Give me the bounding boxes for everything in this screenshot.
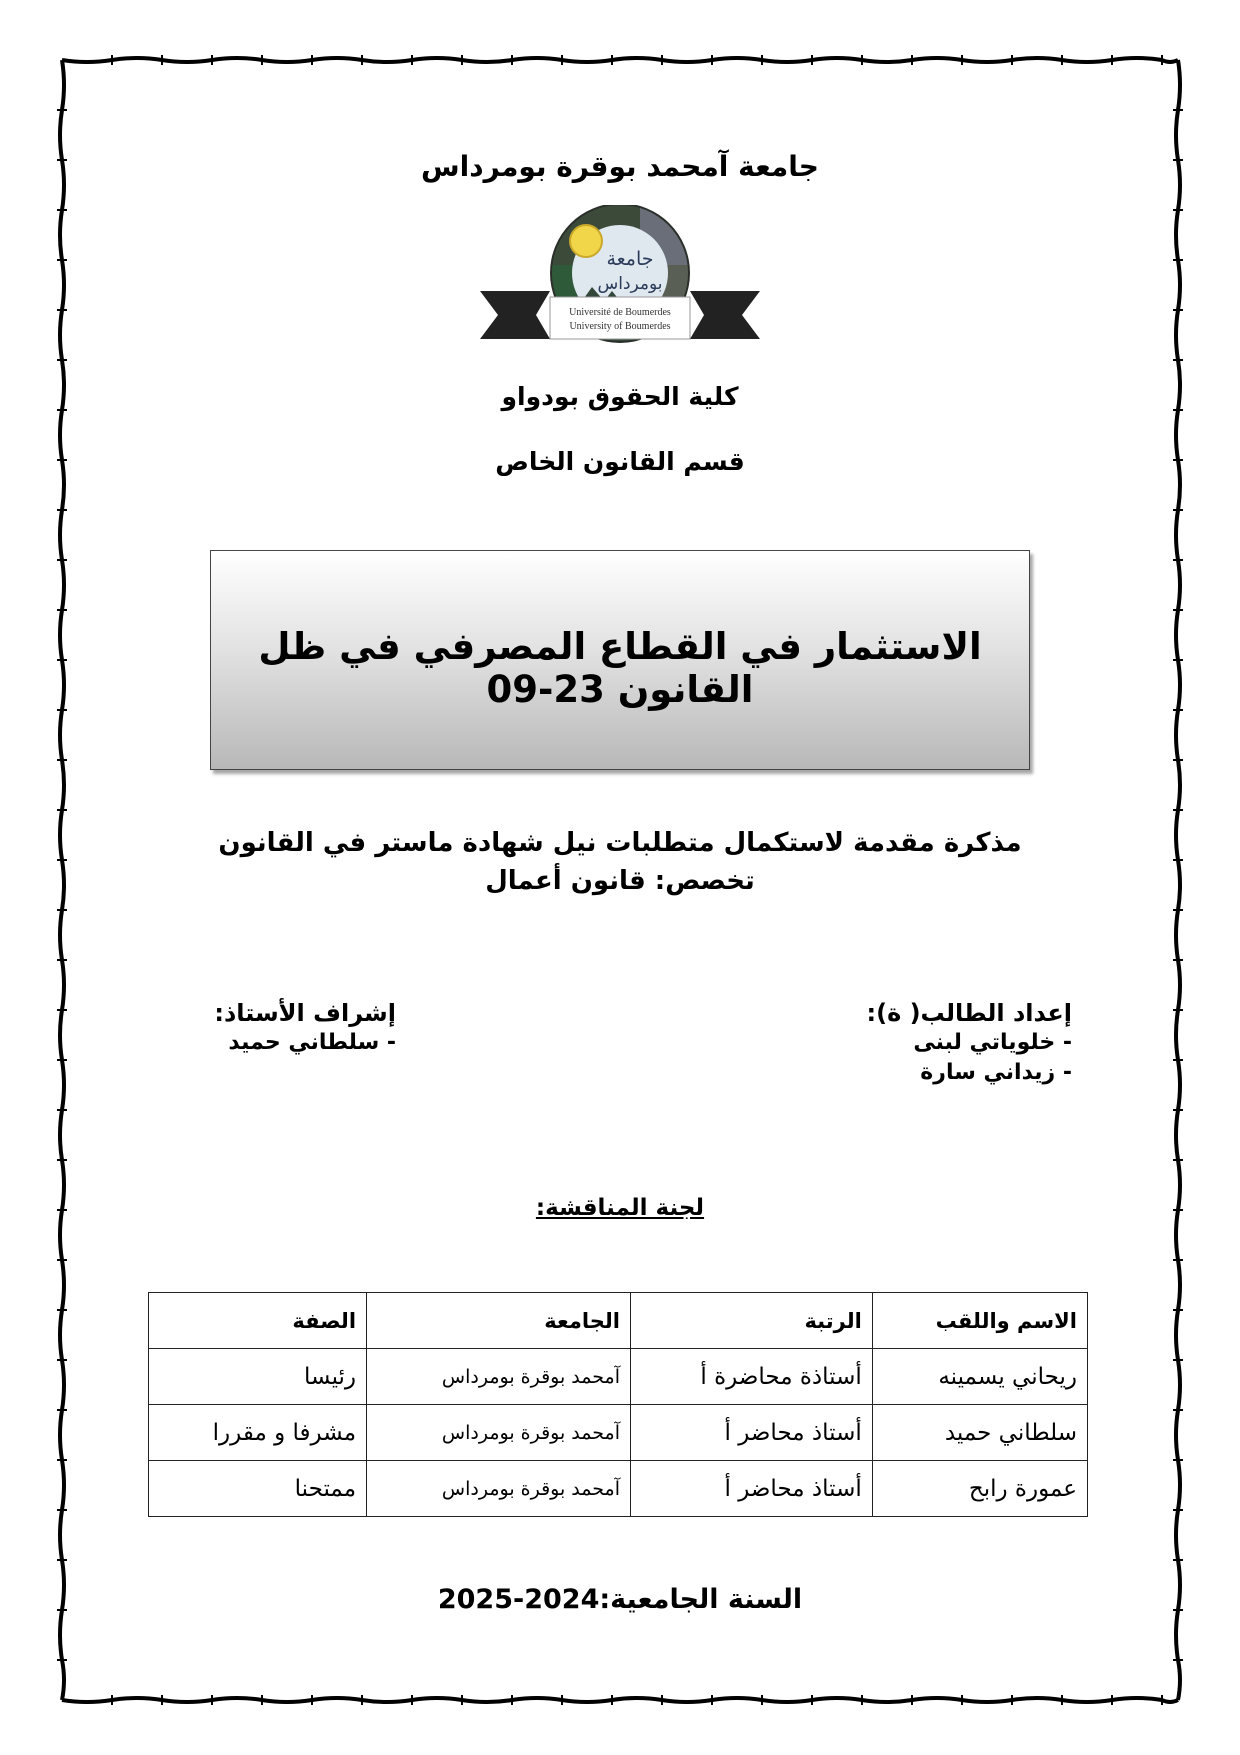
student-name: - زيداني سارة	[920, 1060, 1072, 1085]
memo-line: مذكرة مقدمة لاستكمال متطلبات نيل شهادة ماستر في القانون	[218, 828, 1022, 858]
cell-university: آمحمد بوقرة بومرداس	[367, 1405, 631, 1461]
thesis-title: الاستثمار في القطاع المصرفي في ظل القانون 23-09	[258, 625, 982, 711]
logo-french-text: Université de Boumerdes	[569, 307, 671, 318]
supervisor-heading: إشراف الأستاذ:	[214, 999, 396, 1027]
logo-english-text: University of Boumerdes	[569, 321, 671, 332]
faculty-name: كلية الحقوق بودواو	[501, 382, 739, 411]
header-university: الجامعة	[367, 1293, 631, 1349]
header-role: الصفة	[149, 1293, 367, 1349]
cell-rank: أستاذة محاضرة أ	[631, 1349, 873, 1405]
cell-role: رئيسا	[149, 1349, 367, 1405]
supervisor-name: - سلطاني حميد	[228, 1030, 396, 1055]
header-name: الاسم واللقب	[872, 1293, 1087, 1349]
table-row	[149, 1461, 1088, 1517]
committee-heading	[0, 1195, 1240, 1221]
cell-name: عمورة رابح	[872, 1461, 1087, 1517]
table-header-row	[149, 1293, 1088, 1349]
department-name: قسم القانون الخاص	[495, 447, 745, 476]
specialty-line: تخصص: قانون أعمال	[485, 866, 755, 896]
cell-role: مشرفا و مقررا	[149, 1405, 367, 1461]
logo-arabic-text: جامعة	[606, 248, 654, 270]
svg-text:بومرداس: بومرداس	[597, 274, 663, 294]
header-rank: الرتبة	[631, 1293, 873, 1349]
cell-university: آمحمد بوقرة بومرداس	[367, 1461, 631, 1517]
cell-name: ريحاني يسمينه	[872, 1349, 1087, 1405]
jury-table	[148, 1292, 1088, 1517]
title-box	[210, 550, 1030, 770]
cell-rank: أستاذ محاضر أ	[631, 1405, 873, 1461]
cell-rank: أستاذ محاضر أ	[631, 1461, 873, 1517]
supervisor-block	[200, 998, 396, 1058]
cell-role: ممتحنا	[149, 1461, 367, 1517]
student-name: - خلوياتي لبنى	[913, 1030, 1072, 1055]
university-logo	[480, 205, 760, 369]
cell-university: آمحمد بوقرة بومرداس	[367, 1349, 631, 1405]
table-row	[149, 1349, 1088, 1405]
academic-year: السنة الجامعية:2024-2025	[437, 1584, 803, 1615]
university-name: جامعة آمحمد بوقرة بومرداس	[421, 150, 819, 183]
cell-name: سلطاني حميد	[872, 1405, 1087, 1461]
committee-heading-text: لجنة المناقشة:	[535, 1195, 705, 1221]
students-heading: إعداد الطالب( ة):	[866, 999, 1072, 1027]
table-row	[149, 1405, 1088, 1461]
students-block	[760, 998, 1072, 1088]
